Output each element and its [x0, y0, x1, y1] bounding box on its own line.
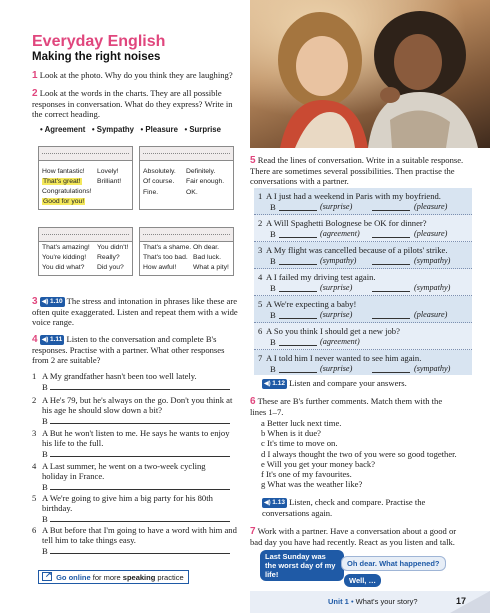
- chart-word: Did you?: [97, 264, 124, 271]
- listen-check: ◀) 1.13 Listen, check and compare. Practise the conversations again.: [262, 497, 462, 518]
- chart-word: How awful!: [143, 264, 177, 271]
- answer-blank[interactable]: [372, 372, 410, 373]
- audio-track-icon[interactable]: ◀) 1.10: [40, 297, 65, 307]
- question-5: [250, 155, 465, 187]
- question-1: [32, 70, 247, 81]
- comment-item: g What was the weather like?: [261, 479, 363, 490]
- chart-word: Absolutely.: [143, 168, 176, 175]
- chart-word: Fine.: [143, 189, 159, 196]
- chart-word: Brilliant!: [97, 178, 122, 185]
- heading-options: [40, 125, 221, 134]
- chart-word: You did what?: [42, 264, 85, 271]
- answer-blank[interactable]: [279, 264, 317, 265]
- q6-comments-list: [261, 418, 481, 489]
- chart-box-pleasure: [38, 146, 133, 210]
- chart-word: Really?: [97, 254, 120, 261]
- answer-blank[interactable]: [372, 210, 410, 211]
- b-answer-line[interactable]: B: [42, 482, 230, 492]
- answer-blank[interactable]: [279, 237, 317, 238]
- answer-blank[interactable]: [279, 291, 317, 292]
- photo-illustration: [250, 0, 490, 148]
- conversation-panel: [254, 188, 472, 375]
- chart-word: You're kidding!: [42, 254, 87, 261]
- question-text: Look at the words in the charts. They are all possible responses in conversation. What do they express? Write in the correct heading.: [32, 88, 233, 120]
- chart-word: Bad luck.: [193, 254, 221, 261]
- question-text: Work with a partner. Have a conversation about a good or bad day you have had recently. React as you listen and talk.: [250, 526, 457, 548]
- chart-word: Oh dear.: [193, 244, 220, 251]
- answer-blank[interactable]: [372, 318, 410, 319]
- external-link-icon: ↗: [42, 572, 52, 581]
- chart-heading-blank[interactable]: [39, 228, 132, 242]
- comment-item: a Better luck next time.: [261, 418, 342, 428]
- question-number: 7: [250, 526, 256, 537]
- b-answer-line[interactable]: B: [42, 546, 230, 556]
- chart-word: That's too bad.: [143, 254, 188, 261]
- chart-word: You didn't!: [97, 244, 129, 251]
- page-number: 17: [456, 596, 467, 606]
- question-number: 1: [32, 70, 38, 81]
- speech-bubble: Last Sunday was the worst day of my life!: [260, 550, 344, 581]
- b-answer-line[interactable]: B: [42, 514, 230, 524]
- footer-unit: Unit 1 • What's your story?: [328, 597, 418, 606]
- conversation-row: 4 A I failed my driving test again. B (surprise) (sympathy): [254, 269, 472, 296]
- question-text: Listen to the conversation and complete B's responses. Practise with a partner. What other responses from 2 are suitable?: [32, 334, 225, 366]
- chart-word: Good for you!: [43, 198, 85, 205]
- question-6: [250, 396, 460, 417]
- conversation-row: 2 A Will Spaghetti Bolognese be OK for dinner? B (agreement) (pleasure): [254, 215, 472, 242]
- conversation-row: 7 A I told him I never wanted to see him again. B (surprise) (sympathy): [254, 350, 472, 375]
- chart-box-agreement: [139, 146, 234, 210]
- b-answer-line[interactable]: B: [42, 416, 230, 426]
- question-number: 3: [32, 296, 38, 307]
- conversation-row: 5 A We're expecting a baby! B (surprise) (pleasure): [254, 296, 472, 323]
- chart-heading-blank[interactable]: [39, 147, 132, 161]
- chart-word: Of course.: [143, 178, 175, 185]
- chart-heading-blank[interactable]: [140, 147, 233, 161]
- section-subtitle: Making the right noises: [32, 51, 161, 63]
- conversation-row: 3 A My flight was cancelled because of a pilots' strike. B (sympathy) (sympathy): [254, 242, 472, 269]
- page-footer: [250, 591, 490, 613]
- chart-word: What a pity!: [193, 264, 229, 271]
- chart-word: That's great!: [43, 178, 81, 185]
- question-number: 4: [32, 334, 38, 345]
- b-answer-line[interactable]: B: [42, 449, 230, 459]
- q4-dialogue-list: 1 A My grandfather hasn't been too well lately. B 2 A He's 79, but he's always on the go. Don't you think at his age he should slow down a bit? B 3 A But he won't listen to me. He says he wants to enjoy his life to the full. B 4 A Last summer, he went on a two-week cycling holiday in France. B 5 A We're going to give him a big party for his 80th birthday. B 6 A But before that I'm going to have a word with him and tell him to take things easy. B: [32, 371, 237, 556]
- comment-item: e Will you get your money back?: [261, 458, 376, 469]
- chart-word: Congratulations!: [42, 188, 92, 195]
- audio-track-icon[interactable]: ◀) 1.12: [262, 379, 287, 389]
- go-online-link[interactable]: ↗ Go online for more speaking practice: [38, 570, 189, 584]
- comment-item: f It's one of my favourites.: [261, 469, 352, 480]
- conversation-row: 1 A I just had a weekend in Paris with my boyfriend. B (surprise) (pleasure): [254, 188, 472, 215]
- answer-blank[interactable]: [279, 345, 317, 346]
- listen-compare: ◀) 1.12 Listen and compare your answers.: [262, 378, 407, 389]
- question-text: The stress and intonation in phrases like these are often quite exaggerated. Listen and repeat them with a wide voice range.: [32, 296, 238, 328]
- chart-word: Definitely.: [186, 168, 216, 175]
- conversation-row: 6 A So you think I should get a new job? B (agreement): [254, 323, 472, 350]
- question-2: [32, 88, 240, 120]
- answer-blank[interactable]: [372, 291, 410, 292]
- photo-two-women-laughing: [250, 0, 490, 148]
- chart-heading-blank[interactable]: [140, 228, 233, 242]
- comment-item: d I always thought the two of you were so good together.: [261, 448, 457, 459]
- chart-box-surprise: [38, 227, 133, 276]
- answer-blank[interactable]: [372, 264, 410, 265]
- chart-word: How fantastic!: [42, 168, 85, 175]
- section-title: Everyday English: [32, 33, 166, 50]
- chart-box-sympathy: [139, 227, 234, 276]
- question-3: [32, 296, 242, 328]
- chart-word: Lovely!: [97, 168, 119, 175]
- heading-option: • Surprise: [184, 125, 221, 134]
- chart-word: That's a shame.: [143, 244, 192, 251]
- question-text: These are B's further comments. Match them with the lines 1–7.: [250, 396, 443, 418]
- question-number: 6: [250, 396, 256, 407]
- chart-word: Fair enough.: [186, 178, 225, 185]
- question-text: Look at the photo. Why do you think they are laughing?: [39, 70, 233, 80]
- comment-item: b When is it due?: [261, 428, 321, 439]
- question-number: 2: [32, 88, 38, 99]
- answer-blank[interactable]: [279, 372, 317, 373]
- audio-track-icon[interactable]: ◀) 1.11: [40, 335, 65, 345]
- chart-word: That's amazing!: [42, 244, 90, 251]
- b-answer-line[interactable]: B: [42, 382, 230, 392]
- question-7: [250, 526, 465, 547]
- speech-bubble: Well, …: [344, 574, 381, 587]
- question-number: 5: [250, 155, 256, 166]
- comment-item: c It's time to move on.: [261, 438, 338, 449]
- heading-option: • Sympathy: [91, 125, 135, 134]
- question-text: Read the lines of conversation. Write in a suitable response. There are sometimes several possibilities. Then practise the conversations with a partner.: [250, 155, 464, 187]
- question-4: [32, 334, 242, 366]
- answer-blank[interactable]: [372, 237, 410, 238]
- speech-bubble: Oh dear. What happened?: [341, 556, 446, 571]
- answer-blank[interactable]: [279, 210, 317, 211]
- heading-option: • Agreement: [40, 125, 86, 134]
- answer-blank[interactable]: [279, 318, 317, 319]
- audio-track-icon[interactable]: ◀) 1.13: [262, 498, 287, 508]
- heading-option: • Pleasure: [140, 125, 178, 134]
- chart-word: OK.: [186, 189, 198, 196]
